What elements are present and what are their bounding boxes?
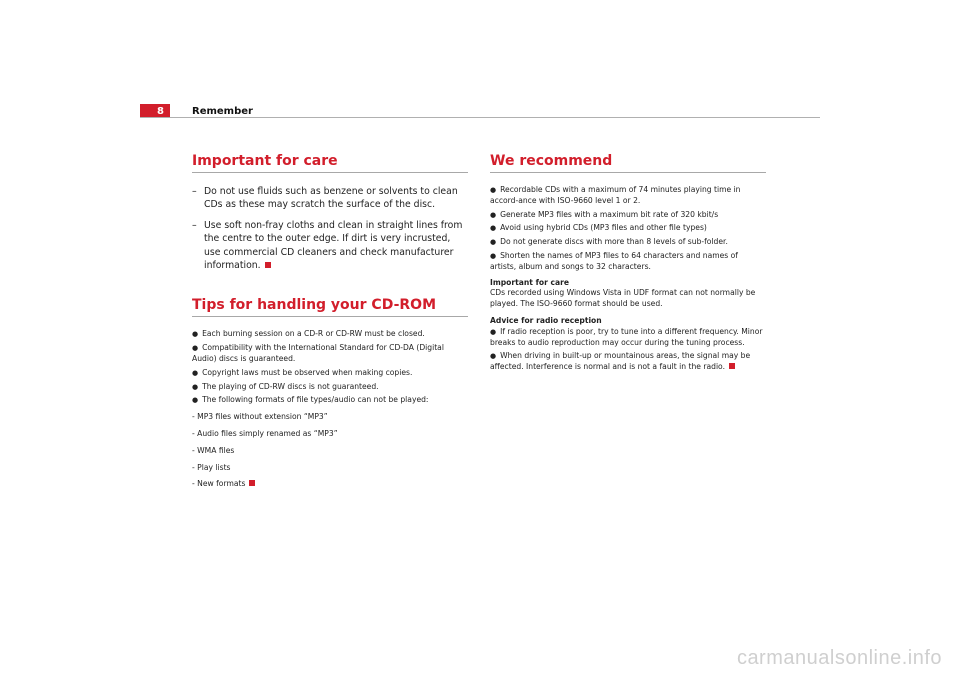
tips-bullet [192,395,468,406]
tips-heading: Tips for handling your CD-ROM [192,297,468,317]
bullet-icon: ● [192,368,199,377]
watermark: carmanualsonline.info [736,647,942,669]
format-line: - Audio files simply renamed as “MP3” [192,429,338,439]
tips-bullet [192,382,468,393]
format-line: - WMA files [192,445,235,455]
bullet-icon: ● [192,396,199,405]
care-item [192,185,468,212]
tips-bullet [192,368,468,379]
section-end-marker [249,480,255,486]
format-line: - Play lists [192,462,231,472]
bullet-icon: ● [490,210,497,219]
format-line-text: - New formats [192,479,246,489]
right-column [490,153,766,376]
running-header-title: Remember [192,106,253,117]
recommend-bullet [490,223,766,234]
recommend-bullet-text: Recordable CDs with a maximum of 74 minutes playing time in accord-ance with ISO-9660 level 1 or 2. [490,185,741,205]
tips-bullet-text: Compatibility with the International Standard for CD-DA (Digital Audio) discs is guaranteed. [192,343,444,364]
page-number [140,104,170,118]
tips-bullet [192,329,468,340]
bullet-icon: ● [490,352,497,361]
bullet-icon: ● [490,327,497,336]
recommend-bullet [490,185,766,207]
tips-bullet-text: The following formats of file types/audio can not be played: [202,395,429,405]
care-subheading: Important for care [490,277,570,287]
bullet-icon: ● [490,238,497,247]
dash-marker: – [192,186,197,197]
care-item-text: Use soft non-fray cloths and clean in straight lines from the centre to the outer edge. If dirt is very incrusted, use commercial CD cleaners and check manufacturer information. [204,219,463,272]
recommend-bullet [490,210,766,221]
radio-bullet [490,327,766,349]
bullet-icon: ● [490,224,497,233]
bullet-icon: ● [490,186,497,194]
bullet-icon: ● [192,344,199,353]
care-item [192,219,468,273]
care-item-text: Do not use fluids such as benzene or solvents to clean CDs as these may scratch the surface of the disc. [204,186,458,211]
header-divider [140,117,820,118]
left-column [192,153,468,496]
format-line: - MP3 files without extension “MP3” [192,412,328,422]
recommend-bullet [490,251,766,273]
radio-bullet-text: When driving in built-up or mountainous areas, the signal may be affected. Interference is normal and is not a fault in the radio. [490,351,751,372]
care-heading: Important for care [192,153,468,173]
section-end-marker [265,262,271,268]
radio-bullet-text: If radio reception is poor, try to tune into a different frequency. Minor breaks to audio reproduction may occur during the tuning process. [490,326,763,347]
recommend-bullet-text: Do not generate discs with more than 8 levels of sub-folder. [500,237,728,247]
dash-marker: – [192,219,197,231]
tips-bullet-text: The playing of CD-RW discs is not guaranteed. [202,381,379,391]
recommend-heading: We recommend [490,153,766,173]
recommend-bullet-text: Generate MP3 files with a maximum bit rate of 320 kbit/s [500,209,719,219]
bullet-icon: ● [192,330,199,339]
tips-bullet-text: Each burning session on a CD-R or CD-RW must be closed. [202,329,425,339]
format-line [192,479,468,490]
recommend-bullet [490,237,766,248]
radio-bullet [490,351,766,373]
recommend-bullet-text: Avoid using hybrid CDs (MP3 files and other file types) [500,223,707,233]
page-number-text: 8 [157,105,164,117]
tips-bullet-text: Copyright laws must be observed when making copies. [202,367,413,377]
tips-bullet [192,343,468,365]
care-paragraph: CDs recorded using Windows Vista in UDF format can not normally be played. The ISO-9660 format should be used. [490,288,756,309]
section-end-marker [729,363,735,369]
bullet-icon: ● [192,382,199,391]
bullet-icon: ● [490,251,497,260]
radio-subheading: Advice for radio reception [490,315,602,325]
recommend-bullet-text: Shorten the names of MP3 files to 64 characters and names of artists, album and songs to 32 characters. [490,250,738,271]
